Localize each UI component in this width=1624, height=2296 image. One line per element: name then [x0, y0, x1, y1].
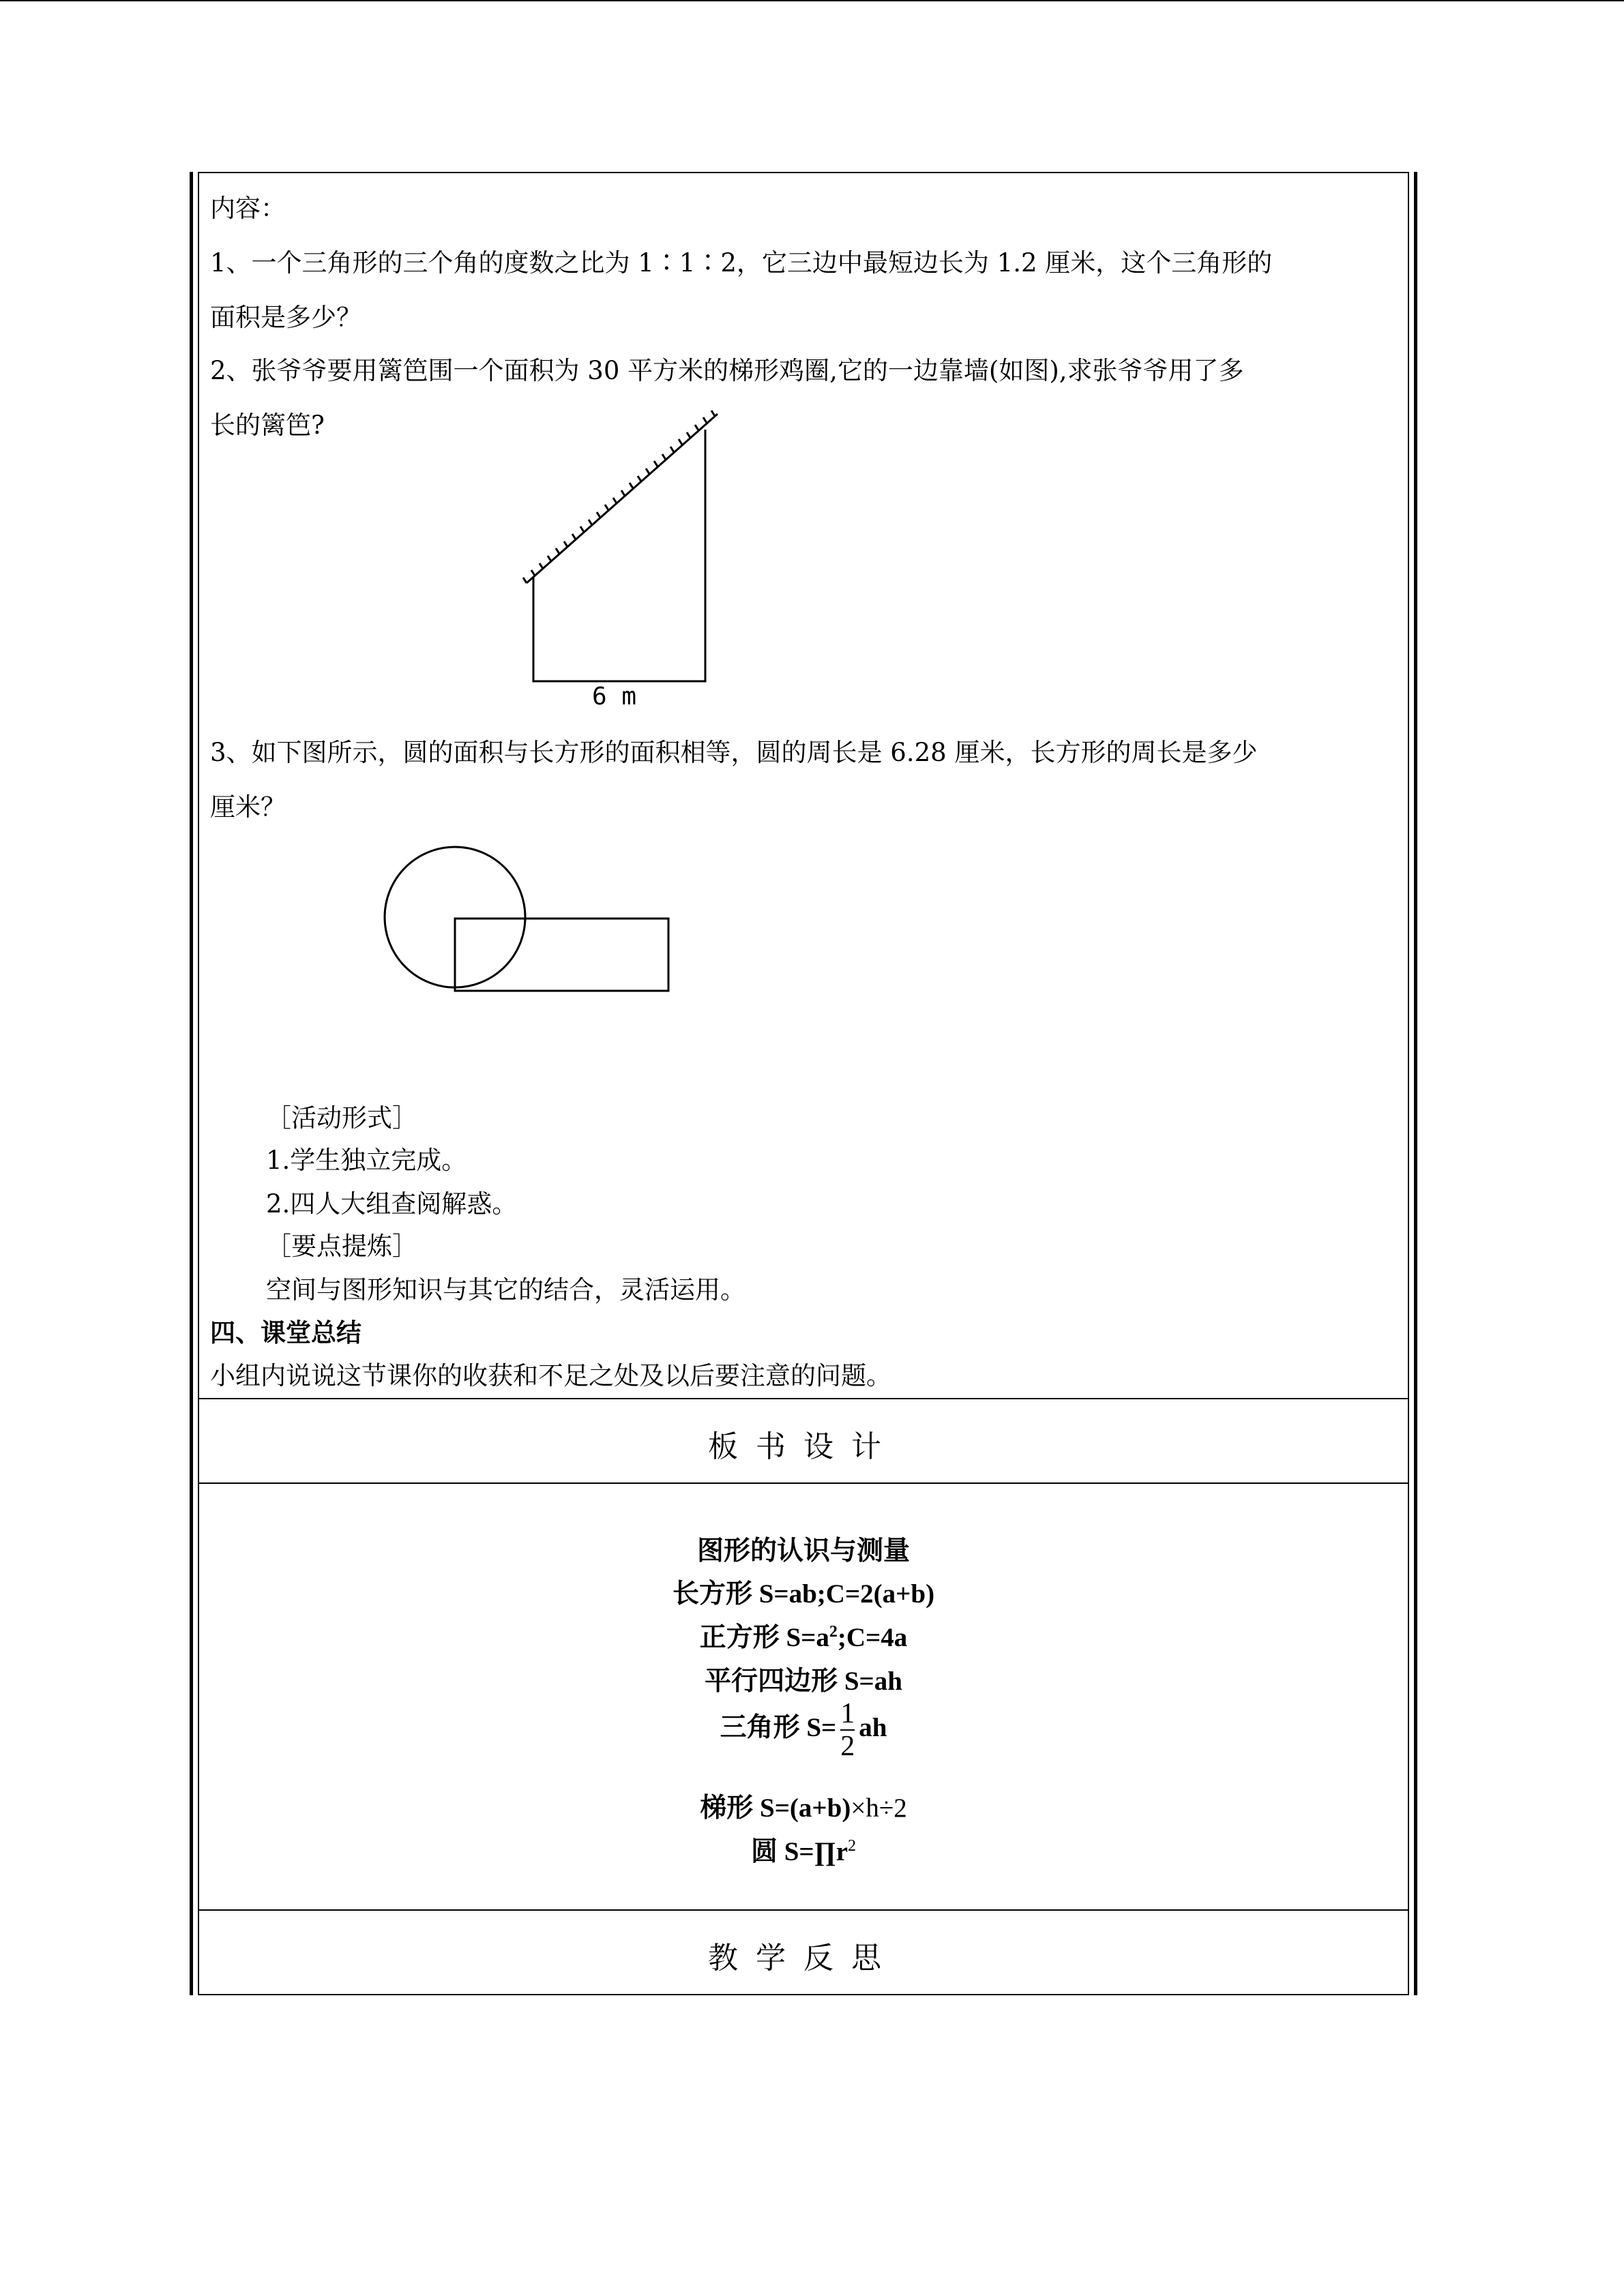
summary-text: 小组内说说这节课你的收获和不足之处及以后要注意的问题。 [210, 1361, 891, 1390]
question-3-line-2: 厘米？ [210, 792, 286, 822]
question-2-line-2: 长的篱笆? [210, 411, 325, 440]
wall-line [527, 414, 718, 583]
question-3-line-1: 3、如下图所示，圆的面积与长方形的面积相等，圆的周长是 6.28 厘米，长方形的周长是多少 [210, 738, 1258, 767]
circle-rectangle-figure [379, 835, 679, 999]
row-divider-board-title [199, 1398, 1408, 1399]
formula-square: 正方形 $S=a^2;C=4a$ [699, 1623, 908, 1652]
question-1-line-2: 面积是多少？ [210, 303, 361, 332]
activity-item-2: 2.四人大组查阅解惑。 [266, 1189, 518, 1219]
teaching-reflection-title: 教学反思 [708, 1941, 899, 1976]
square-exponent: 2 [829, 1623, 838, 1641]
content-heading: 内容： [210, 194, 286, 223]
board-formula-title: 图形的认识与测量 [696, 1536, 910, 1566]
row-divider-board-content [199, 1482, 1408, 1484]
wall-hatching [523, 411, 718, 583]
page-top-rule [0, 0, 1624, 1]
table-right-border-thin [1408, 172, 1409, 1995]
board-design-title: 板书设计 [708, 1429, 899, 1464]
question-1-line-1: 1、一个三角形的三个角的度数之比为 1∶1∶2，它三边中最短边长为 1.2 厘米，这个三角形的 [210, 248, 1273, 278]
formula-parallelogram: 平行四边形 S=ah [705, 1667, 902, 1696]
key-points-text: 空间与图形知识与其它的结合，灵活运用。 [266, 1275, 745, 1304]
key-points-title: ［要点提炼］ [266, 1232, 417, 1261]
formula-circle: 圆 $S=\prod r^2$ [750, 1837, 857, 1866]
table-left-border-thick [190, 172, 193, 1995]
table-top-border [199, 172, 1408, 173]
trapezoid-pen-figure [512, 399, 737, 716]
question-2-line-1: 2、张爷爷要用篱笆围一个面积为 30 平方米的梯形鸡圈,它的一边靠墙(如图),求张爷爷用了多 [210, 356, 1244, 385]
summary-title: 四、课堂总结 [210, 1317, 361, 1347]
base-length-label: 6 m [592, 683, 637, 711]
fraction-one-half: $\frac{1}{2}$ [840, 1698, 855, 1762]
formula-triangle: 三角形 S= $\frac{1}{2}$ ah [720, 1698, 887, 1762]
formula-trapezoid: 梯形 S=(a+b)×h÷2 [700, 1793, 907, 1823]
table-right-border-thick [1414, 172, 1417, 1995]
table-bottom-border [199, 1994, 1408, 1995]
circle-exponent: 2 [848, 1837, 857, 1855]
formula-rectangle: 长方形 S=ab;C=2(a+b) [672, 1579, 935, 1609]
activity-form-title: ［活动形式］ [266, 1103, 417, 1133]
activity-item-1: 1.学生独立完成。 [266, 1146, 467, 1175]
row-divider-reflection-title [199, 1909, 1408, 1911]
